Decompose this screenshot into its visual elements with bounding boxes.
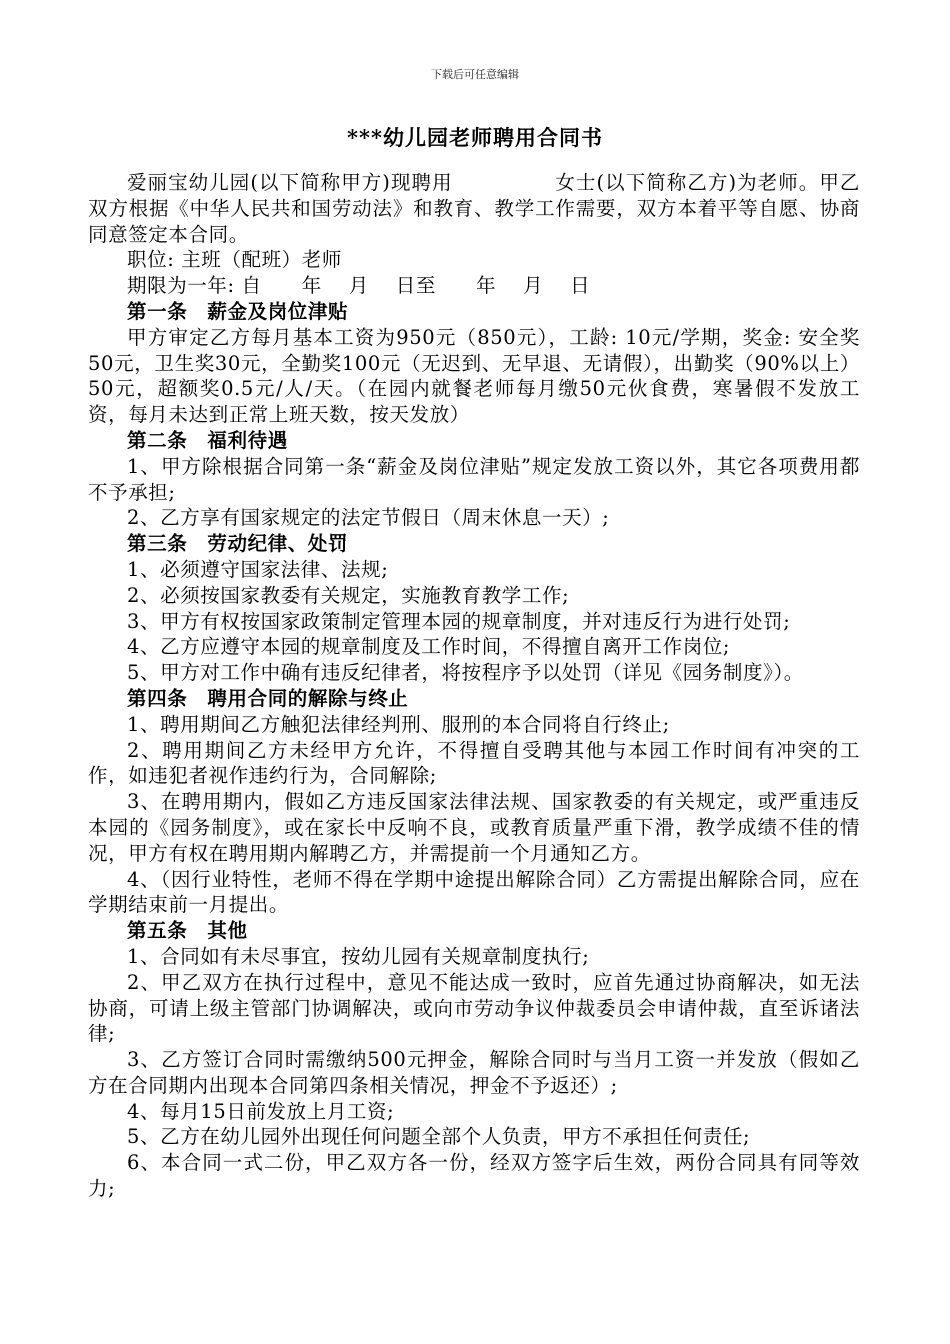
paragraph: 职位: 主班（配班）老师 xyxy=(127,248,342,272)
paragraph: 1、必须遵守国家法律、法规; xyxy=(127,557,389,581)
paragraph: 4、乙方应遵守本园的规章制度及工作时间，不得擅自离开工作岗位; xyxy=(127,635,731,659)
paragraph: 1、合同如有未尽事宜，按幼儿园有关规章制度执行; xyxy=(127,944,590,968)
paragraph: 2、甲乙双方在执行过程中，意见不能达成一致时，应首先通过协商解决，如无法协商，可请上级主管部门协调解决，或向市劳动争议仲裁委员会申请仲裁，直至诉诸法律; xyxy=(88,970,860,1046)
section-heading: 第四条 聘用合同的解除与终止 xyxy=(127,686,409,710)
paragraph: 4、每月15日前发放上月工资; xyxy=(127,1099,395,1123)
paragraph: 5、甲方对工作中确有违反纪律者，将按程序予以处罚（详见《园务制度》）。 xyxy=(127,661,804,685)
section-heading: 第三条 劳动纪律、处罚 xyxy=(127,532,349,556)
paragraph: 3、甲方有权按国家政策制定管理本园的规章制度，并对违反行为进行处罚; xyxy=(127,609,791,633)
paragraph: 3、乙方签订合同时需缴纳500元押金，解除合同时与当月工资一并发放（假如乙方在合同期内出现本合同第四条相关情况，押金不予返还）; xyxy=(88,1048,860,1097)
paragraph: 甲方审定乙方每月基本工资为950元（850元），工龄: 10元/学期，奖金: 安全奖50元，卫生奖30元，全勤奖100元（无迟到、无早退、无请假），出勤奖（90%以上）50元，超额奖0.5元/人/天。（在园内就餐老师每月缴50元伙食费，寒暑假不发放工资，每月未达到正常上班天数，按天发放） xyxy=(88,325,860,427)
paragraph: 5、乙方在幼儿园外出现任何问题全部个人负责，甲方不承担任何责任; xyxy=(127,1125,751,1149)
section-heading: 第一条 薪金及岗位津贴 xyxy=(127,299,349,323)
paragraph: 1、甲方除根据合同第一条“薪金及岗位津贴”规定发放工资以外，其它各项费用都不予承担; xyxy=(88,454,860,504)
paragraph: 期限为一年: 自 年 月 日至 年 月 日 xyxy=(127,274,591,298)
page-header-note: 下载后可任意编辑 xyxy=(431,68,519,81)
section-heading: 第二条 福利待遇 xyxy=(127,428,288,452)
section-heading: 第五条 其他 xyxy=(127,919,248,943)
document-title: ***幼儿园老师聘用合同书 xyxy=(347,125,603,150)
contract-body xyxy=(88,170,860,1202)
paragraph: 3、在聘用期内，假如乙方违反国家法律法规、国家教委的有关规定，或严重违反本园的《园务制度》，或在家长中反响不良，或教育质量严重下滑，教学成绩不佳的情况，甲方有权在聘用期内解聘乙方，并需提前一个月通知乙方。 xyxy=(88,790,860,865)
paragraph: 6、本合同一式二份，甲乙双方各一份，经双方签字后生效，两份合同具有同等效力; xyxy=(88,1151,860,1201)
paragraph: 1、聘用期间乙方触犯法律经判刑、服刑的本合同将自行终止; xyxy=(127,712,670,736)
paragraph: 2、乙方享有国家规定的法定节假日（周末休息一天）; xyxy=(127,506,610,530)
paragraph: 爱丽宝幼儿园(以下简称甲方)现聘用 女士(以下简称乙方)为老师。甲乙双方根据《中华人民共和国劳动法》和教育、教学工作需要，双方本着平等自愿、协商同意签定本合同。 xyxy=(88,171,860,246)
paragraph: 2、必须按国家教委有关规定，实施教育教学工作; xyxy=(127,583,570,607)
paragraph: 2、聘用期间乙方未经甲方允许，不得擅自受聘其他与本园工作时间有冲突的工作，如违犯者视作违约行为，合同解除; xyxy=(88,738,860,788)
paragraph: 4、（因行业特性，老师不得在学期中途提出解除合同）乙方需提出解除合同，应在学期结束前一月提出。 xyxy=(88,867,860,917)
